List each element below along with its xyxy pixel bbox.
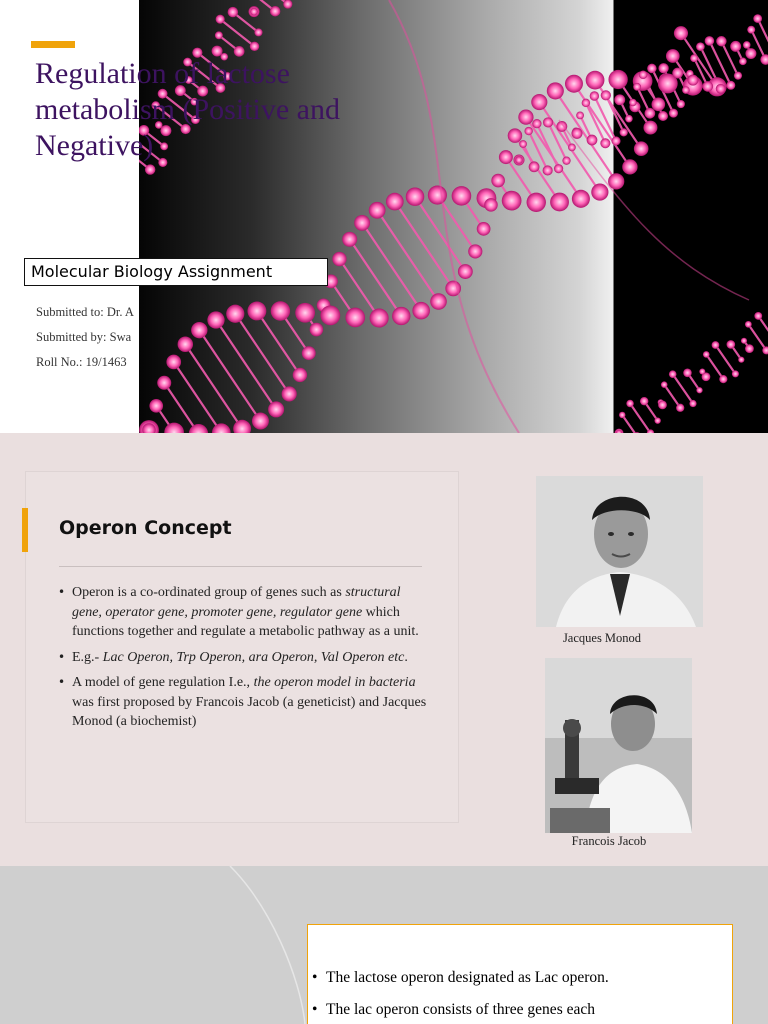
submitted-by-text: Submitted by: Swa xyxy=(36,330,132,344)
heading-accent-bar xyxy=(22,508,28,552)
bullet-text-run: Lac Operon, Trp Operon, ara Operon, Val Operon etc xyxy=(102,649,405,665)
bullet-list xyxy=(58,583,428,738)
jacques-monod-photo xyxy=(536,476,703,627)
roll-number-text: Roll No.: 19/1463 xyxy=(36,355,127,369)
bullet-item xyxy=(58,673,428,732)
slide-subtitle-box: Molecular Biology Assignment xyxy=(24,258,328,286)
francois-jacob-photo xyxy=(545,658,692,833)
bullet-item xyxy=(58,583,428,642)
bullet-text-run: was first proposed by Francois Jacob (a geneticist) and Jacques Monod (a biochemist) xyxy=(72,694,427,729)
bullet-text-run: structural gene, operator gene, promoter gene, regulator gene xyxy=(72,585,401,620)
lac-operon-slide xyxy=(0,866,768,1024)
operon-concept-slide xyxy=(0,433,768,866)
accent-bar xyxy=(31,41,75,48)
title-slide xyxy=(0,0,768,433)
photo-caption-jacob: Francois Jacob xyxy=(571,834,647,848)
bullet-list xyxy=(312,968,732,1024)
section-heading: Operon Concept xyxy=(59,517,232,539)
bullet-item: • The lactose operon designated as Lac operon. xyxy=(312,968,732,988)
submitted-to-text: Submitted to: Dr. A xyxy=(36,305,134,319)
bullet-item xyxy=(58,648,428,668)
slide-title: Regulation of lactose metabolism (Positive and Negative) xyxy=(35,57,340,162)
bullet-text-run: which functions together and regulate a metabolic pathway as a unit. xyxy=(72,604,419,639)
bullet-text-run: the operon model in bacteria xyxy=(253,675,416,690)
bullet-text-run: A model of gene regulation I.e., xyxy=(72,675,254,690)
bullet-text-run: Operon is a co-ordinated group of genes such as xyxy=(72,585,346,600)
bullet-text-run: E.g.- xyxy=(72,649,103,665)
bullet-item: • The lac operon consists of three genes each xyxy=(312,1000,732,1020)
photo-caption-monod: Jacques Monod xyxy=(562,631,642,645)
bullet-text-run: . xyxy=(404,649,408,665)
heading-divider xyxy=(59,566,422,567)
